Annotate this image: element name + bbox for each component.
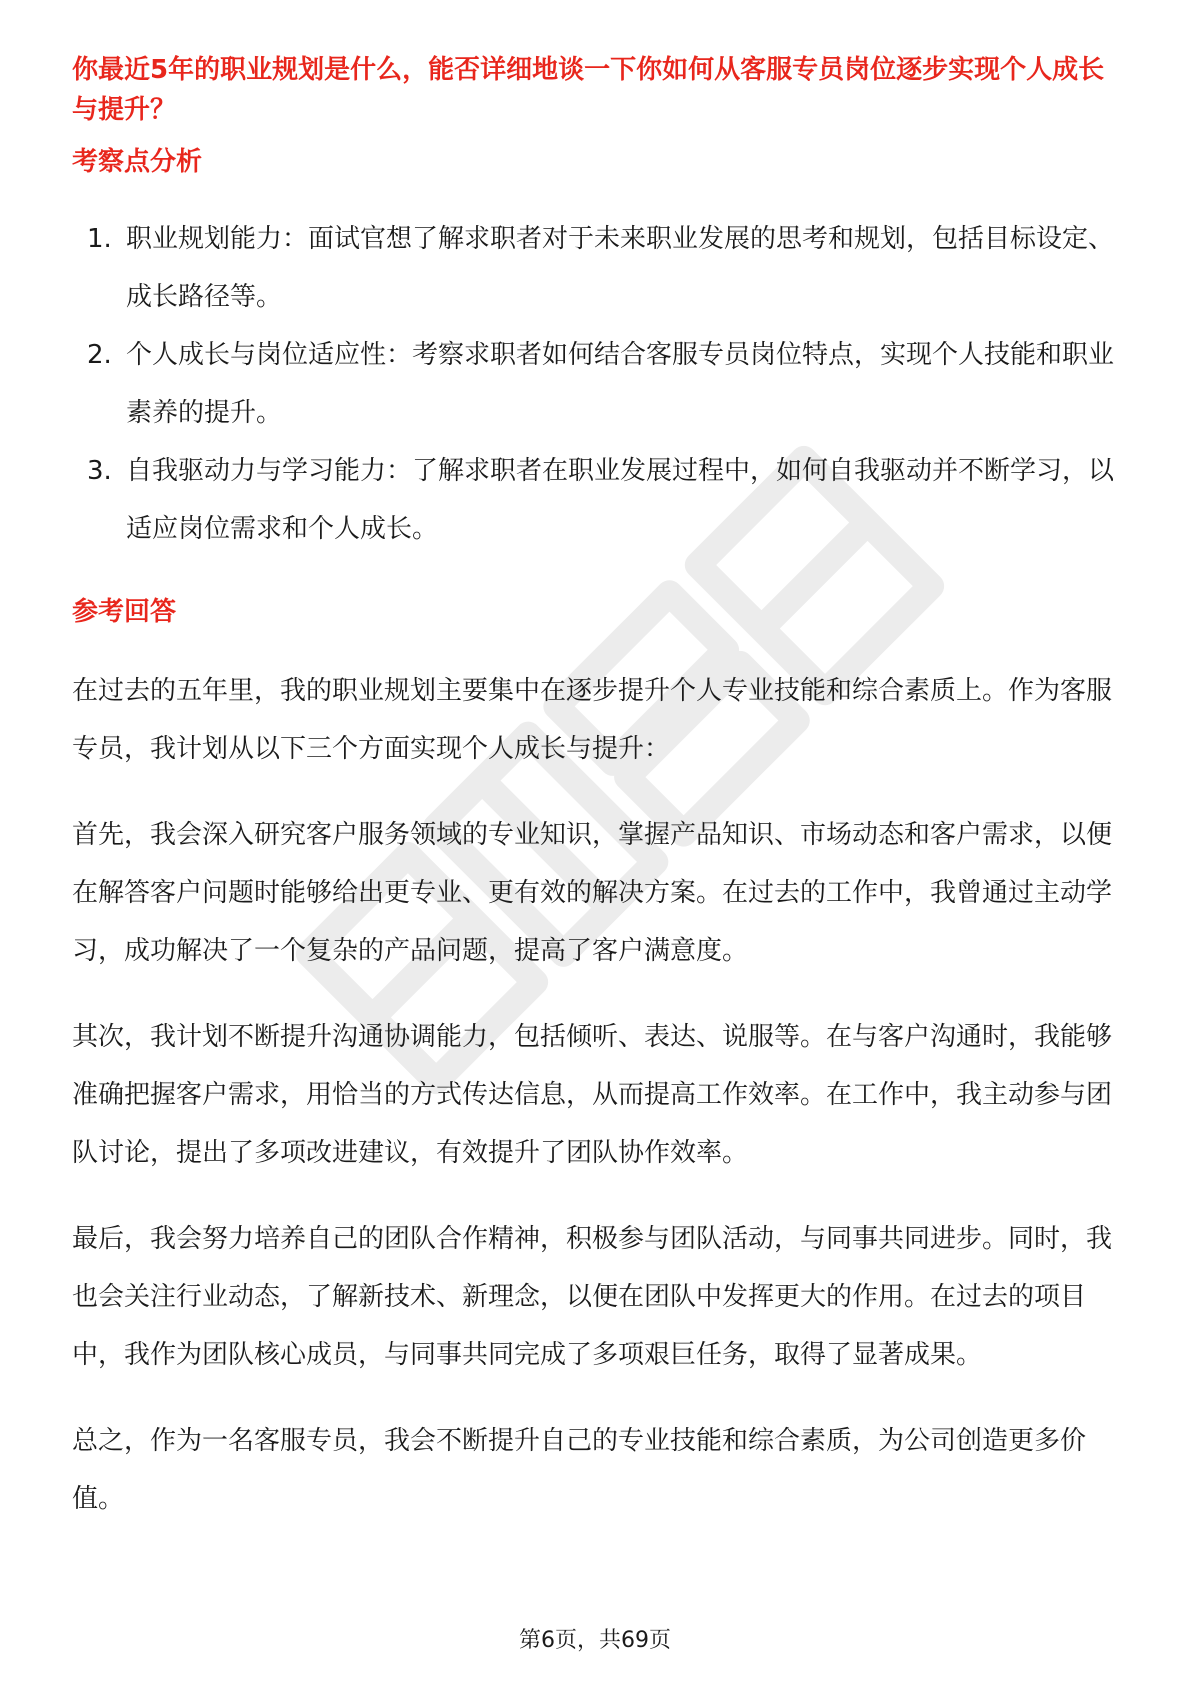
- answer-paragraph: 总之，作为一名客服专员，我会不断提升自己的专业技能和综合素质，为公司创造更多价值。: [72, 1426, 1087, 1514]
- answer-paragraph: 在过去的五年里，我的职业规划主要集中在逐步提升个人专业技能和综合素质上。作为客服专员，我计划从以下三个方面实现个人成长与提升：: [72, 676, 1113, 764]
- list-item-number: 3.: [87, 456, 112, 486]
- list-item-number: 2.: [87, 340, 112, 370]
- list-item: [72, 442, 1122, 558]
- list-item: [72, 210, 1122, 326]
- answer-section-title: 参考回答: [72, 597, 177, 627]
- question-heading: 你最近5年的职业规划是什么，能否详细地谈一下你如何从客服专员岗位逐步实现个人成长与提升？: [72, 55, 1105, 125]
- list-item-text: 职业规划能力：面试官想了解求职者对于未来职业发展的思考和规划，包括目标设定、成长路径等。: [126, 224, 1115, 312]
- document-body: [72, 50, 1122, 1528]
- list-item-number: 1.: [87, 224, 112, 254]
- answer-paragraph: 最后，我会努力培养自己的团队合作精神，积极参与团队活动，与同事共同进步。同时，我也会关注行业动态，了解新技术、新理念，以便在团队中发挥更大的作用。在过去的项目中，我作为团队核心成员，与同事共同完成了多项艰巨任务，取得了显著成果。: [72, 1224, 1113, 1370]
- analysis-section-title: 考察点分析: [72, 147, 203, 177]
- list-item: [72, 326, 1122, 442]
- answer-paragraph: 其次，我计划不断提升沟通协调能力，包括倾听、表达、说服等。在与客户沟通时，我能够准确把握客户需求，用恰当的方式传达信息，从而提高工作效率。在工作中，我主动参与团队讨论，提出了多项改进建议，有效提升了团队协作效率。: [72, 1022, 1113, 1168]
- list-item-text: 自我驱动力与学习能力：了解求职者在职业发展过程中，如何自我驱动并不断学习，以适应岗位需求和个人成长。: [126, 456, 1115, 544]
- answer-paragraph: 首先，我会深入研究客户服务领域的专业知识，掌握产品知识、市场动态和客户需求，以便在解答客户问题时能够给出更专业、更有效的解决方案。在过去的工作中，我曾通过主动学习，成功解决了一个复杂的产品问题，提高了客户满意度。: [72, 820, 1113, 966]
- analysis-list: [72, 210, 1122, 558]
- page-number-footer: 第6页，共69页: [519, 1628, 671, 1653]
- list-item-text: 个人成长与岗位适应性：考察求职者如何结合客服专员岗位特点，实现个人技能和职业素养的提升。: [126, 340, 1115, 428]
